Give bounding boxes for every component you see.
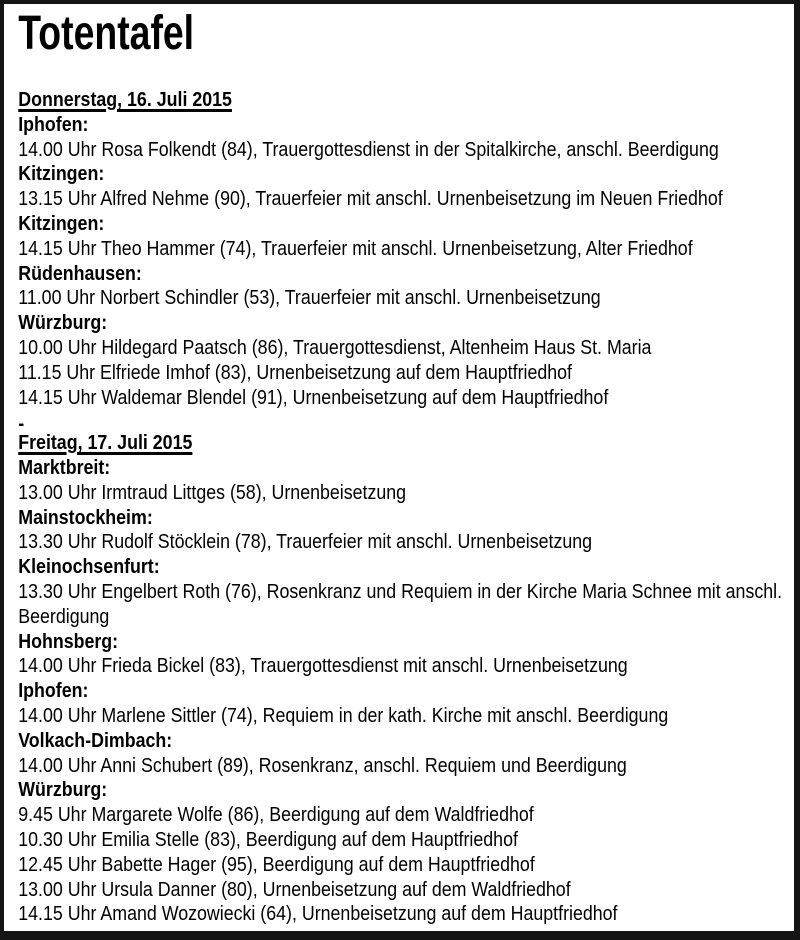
obituary-entry: 14.00 Uhr Rosa Folkendt (84), Trauergottesdienst in der Spitalkirche, anschl. Beerdigung <box>18 138 719 161</box>
obituary-entry: 13.00 Uhr Ursula Danner (80), Urnenbeisetzung auf dem Waldfriedhof <box>18 878 571 901</box>
obituary-entry: 13.30 Uhr Rudolf Stöcklein (78), Trauerfeier mit anschl. Urnenbeisetzung <box>18 531 593 554</box>
place-heading: Marktbreit: <box>18 456 111 479</box>
obituary-entry: 13.30 Uhr Engelbert Roth (76), Rosenkranz und Requiem in der Kirche Maria Schnee mit anschl. Beerdigung <box>18 580 783 628</box>
date-heading: Donnerstag, 16. Juli 2015 <box>18 89 232 111</box>
place-heading: Kitzingen: <box>18 212 105 235</box>
obituary-entry: 10.00 Uhr Hildegard Paatsch (86), Trauergottesdienst, Altenheim Haus St. Maria <box>18 336 652 359</box>
page-title <box>18 8 799 60</box>
place-heading: Iphofen: <box>18 113 89 136</box>
obituary-entry: 13.15 Uhr Alfred Nehme (90), Trauerfeier mit anschl. Urnenbeisetzung im Neuen Friedhof <box>18 188 723 211</box>
obituary-entry: 9.45 Uhr Margarete Wolfe (86), Beerdigung auf dem Waldfriedhof <box>18 804 534 827</box>
obituary-entry: 14.15 Uhr Theo Hammer (74), Trauerfeier mit anschl. Urnenbeisetzung, Alter Friedhof <box>18 237 693 260</box>
place-heading: Hohnsberg: <box>18 630 119 653</box>
obituary-entry: 11.00 Uhr Norbert Schindler (53), Trauerfeier mit anschl. Urnenbeisetzung <box>18 287 601 310</box>
obituary-entry: 13.00 Uhr Irmtraud Littges (58), Urnenbeisetzung <box>18 481 407 504</box>
obituary-entry: 14.00 Uhr Anni Schubert (89), Rosenkranz, anschl. Requiem und Beerdigung <box>18 754 627 777</box>
date-heading: Freitag, 17. Juli 2015 <box>18 432 193 455</box>
obituary-entry: 14.15 Uhr Waldemar Blendel (91), Urnenbeisetzung auf dem Hauptfriedhof <box>18 386 609 409</box>
content-column <box>4 4 800 927</box>
obituary-entry: 14.15 Uhr Amand Wozowiecki (64), Urnenbeisetzung auf dem Hauptfriedhof <box>18 903 618 926</box>
place-heading: Würzburg: <box>18 312 108 335</box>
place-heading: Kleinochsenfurt: <box>18 556 160 579</box>
place-heading: Iphofen: <box>18 680 89 703</box>
obituary-entry: 14.00 Uhr Marlene Sittler (74), Requiem in der kath. Kirche mit anschl. Beerdigung <box>18 704 669 727</box>
place-heading: Mainstockheim: <box>18 506 153 529</box>
place-heading: Rüdenhausen: <box>18 262 142 285</box>
obituary-entry: 11.15 Uhr Elfriede Imhof (83), Urnenbeisetzung auf dem Hauptfriedhof <box>18 361 573 384</box>
page-title-text: Totentafel <box>18 7 195 60</box>
obituary-entry: 10.30 Uhr Emilia Stelle (83), Beerdigung auf dem Hauptfriedhof <box>18 828 518 851</box>
obituary-entry: 14.00 Uhr Frieda Bickel (83), Trauergottesdienst mit anschl. Urnenbeisetzung <box>18 655 628 678</box>
place-heading: Würzburg: <box>18 779 108 802</box>
section-separator-dash: - <box>18 413 25 436</box>
obituary-entry: 12.45 Uhr Babette Hager (95), Beerdigung auf dem Hauptfriedhof <box>18 853 535 876</box>
place-heading: Kitzingen: <box>18 163 105 186</box>
obituary-list <box>18 88 799 927</box>
place-heading: Volkach-Dimbach: <box>18 729 173 752</box>
